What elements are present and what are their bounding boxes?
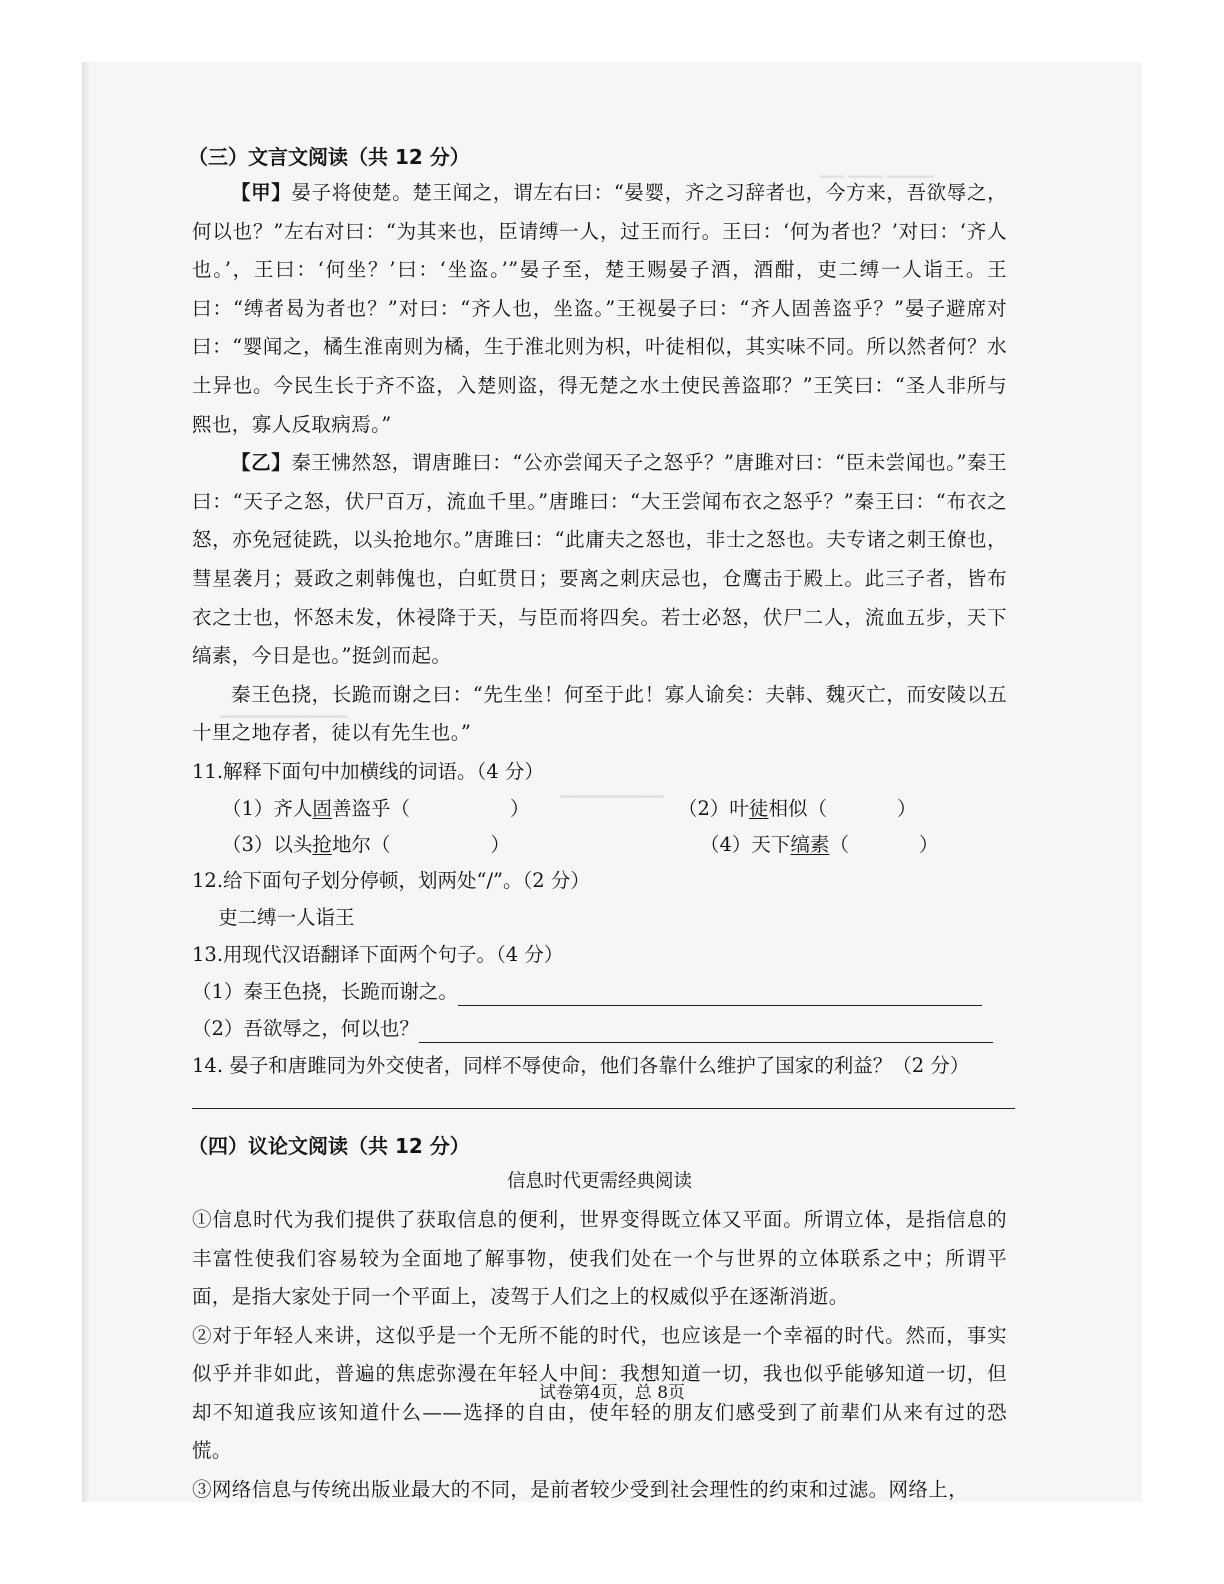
question-11-item-1 (222, 790, 529, 829)
q13-2-answer-line[interactable] (419, 1042, 993, 1043)
q13-1-answer-line[interactable] (458, 1005, 982, 1006)
question-11-row-1 (192, 790, 1007, 826)
q13-2-text: （2）吾欲辱之，何以也？ (192, 1016, 419, 1040)
q11-1-prefix: （1）齐人 (222, 796, 313, 820)
question-13-item-2 (192, 1010, 1007, 1047)
page-footer: 试卷第4页，总 8页 (538, 1383, 686, 1403)
passage-yi-continued: 秦王色挠，长跪而谢之曰：“先生坐！何至于此！寡人谕矣：夫韩、魏灭亡，而安陵以五十里之地存者，徒以有先生也。” (192, 682, 1007, 745)
q11-4-underlined-word: 缟素 (790, 832, 830, 856)
q11-1-close-paren: ） (509, 796, 530, 820)
q11-2-prefix: （2）叶 (678, 796, 749, 820)
q11-3-suffix: 地尔（ (331, 832, 391, 856)
section-3-title: （三）文言文阅读（共 12 分） (188, 145, 470, 169)
q14-answer-line[interactable] (192, 1084, 1015, 1109)
question-14: 14. 晏子和唐雎同为外交使者，同样不辱使命，他们各靠什么维护了国家的利益？（2 分） (192, 1053, 970, 1077)
question-11-item-2 (678, 790, 916, 829)
question-13: 13.用现代汉语翻译下面两个句子。（4 分） (192, 942, 564, 966)
section-4-title: （四）议论文阅读（共 12 分） (188, 1133, 470, 1158)
q13-1-text: （1）秦王色挠，长跪而谢之。 (192, 979, 458, 1003)
question-11-item-3 (222, 826, 510, 865)
question-11-item-4 (700, 826, 938, 865)
exam-content (188, 138, 1008, 1510)
show-through-mark: ▁▁▁▁▁▁▁▁▁ (560, 780, 664, 798)
q11-3-underlined-word: 抢 (312, 832, 332, 856)
article-paragraph-1: ①信息时代为我们提供了获取信息的便利，世界变得既立体又平面。所谓立体，是指信息的丰富性使我们容易较为全面地了解事物，使我们处在一个与世界的立体联系之中；所谓平面，是指大家处于同一个平面上，凌驾于人们之上的权威似乎在逐渐消逝。 (192, 1207, 1007, 1309)
q11-1-suffix: 善盗乎（ (331, 796, 410, 820)
passage-yi-text: 秦王怫然怒，谓唐雎曰：“公亦尝闻天子之怒乎？”唐雎对曰：“臣未尝闻也。”秦王曰：“天子之怒，伏尸百万，流血千里。”唐雎曰：“大王尝闻布衣之怒乎？”秦王曰：“布衣之怒，亦免冠徒跣，以头抢地尔。”唐雎曰：“此庸夫之怒也，非士之怒也。夫专诸之刺王僚也，彗星袭月；聂政之刺韩傀也，白虹贯日；要离之刺庆忌也，仓鹰击于殿上。此三子者，皆布衣之士也，怀怒未发，休祲降于天，与臣而将四矣。若士必怒，伏尸二人，流血五步，天下缟素，今日是也。”挺剑而起。 (192, 451, 1008, 668)
show-through-mark: ▁▁▁▁▁▁▁▁▁▁▁ (220, 700, 347, 718)
q11-4-suffix: （ (829, 832, 849, 856)
q11-3-close-paren: ） (490, 832, 510, 856)
article-paragraph-3: ③网络信息与传统出版业最大的不同，是前者较少受到社会理性的约束和过滤。网络上， (192, 1478, 969, 1502)
question-12: 12.给下面句子划分停顿，划两处“/”。（2 分） (192, 868, 590, 892)
passage-yi (192, 444, 1007, 676)
q11-4-close-paren: ） (918, 832, 939, 856)
question-12-sentence[interactable]: 吏二缚一人诣王 (218, 905, 355, 929)
show-through-mark: ▁▁ ▁▁▁ ▁▁▁▁ (820, 160, 934, 178)
q11-2-close-paren: ） (896, 796, 917, 820)
question-13-item-1 (192, 973, 1007, 1010)
q11-2-suffix: 相似（ (768, 796, 827, 820)
passage-yi-tag: 【乙】 (231, 451, 292, 475)
q11-3-prefix: （3）以头 (222, 832, 313, 856)
article-title: 信息时代更需经典阅读 (506, 1170, 692, 1192)
q11-2-underlined-word: 徒 (748, 796, 769, 820)
q11-1-underlined-word: 固 (312, 796, 332, 820)
passage-jia-tag: 【甲】 (231, 181, 292, 204)
passage-jia-text: 晏子将使楚。楚王闻之，谓左右曰：“晏婴，齐之习辞者也，今方来，吾欲辱之，何以也？”左右对曰：“为其来也，臣请缚一人，过王而行。王曰：‘何为者也？’对曰：‘齐人也。’，王曰：‘何坐？’曰：‘坐盗。’”晏子至，楚王赐晏子酒，酒酣，吏二缚一人诣王。王曰：“缚者曷为者也？”对曰：“齐人也，坐盗。”王视晏子曰：“齐人固善盗乎？”晏子避席对曰：“婴闻之，橘生淮南则为橘，生于淮北则为枳，叶徒相似，其实味不同。所以然者何？水土异也。今民生长于齐不盗，入楚则盗，得无楚之水土使民善盗耶？”王笑曰：“圣人非所与熙也，寡人反取病焉。” (192, 181, 1008, 436)
article-paragraph-2: ②对于年轻人来讲，这似乎是一个无所不能的时代，也应该是一个幸福的时代。然而，事实似乎并非如此，普遍的焦虑弥漫在年轻人中间：我想知道一切，我也似乎能够知道一切，但却不知道我应该知道什么——选择的自由，使年轻的朋友们感受到了前辈们从来有过的恐慌。 (192, 1323, 1007, 1463)
question-11-row-2 (192, 826, 1007, 862)
q11-4-prefix: （4）天下 (700, 832, 791, 856)
passage-jia (192, 174, 1007, 444)
paper-edge-shadow (82, 62, 90, 1502)
question-11: 11.解释下面句中加横线的词语。（4 分） (192, 759, 544, 783)
